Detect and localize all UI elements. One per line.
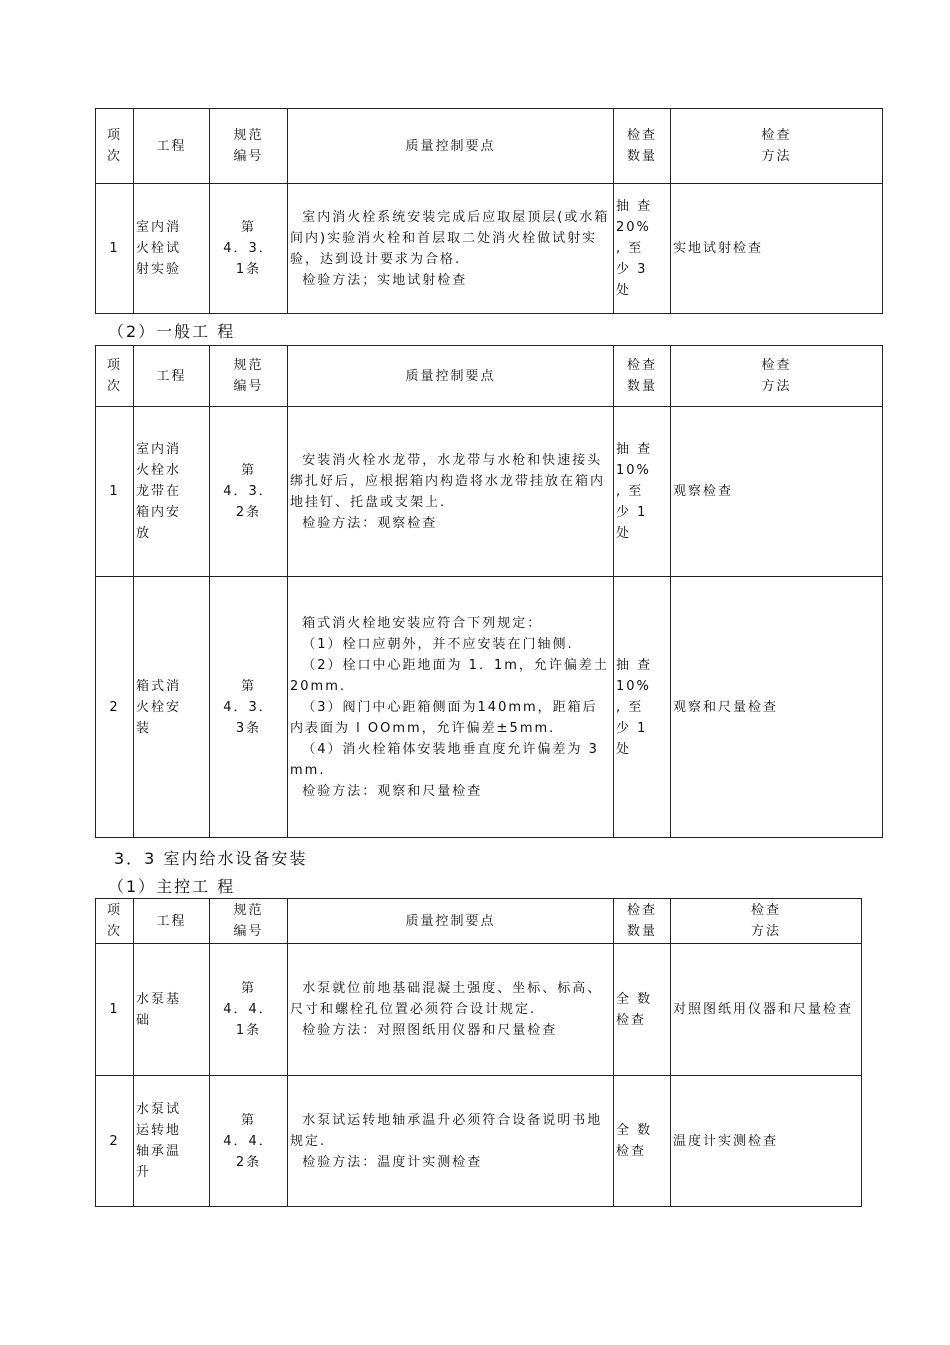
- cell-seq: 1: [96, 407, 134, 577]
- header-points: 质量控制要点: [288, 346, 614, 407]
- cell-quantity: 抽 查 10% , 至 少 1 处: [614, 577, 671, 838]
- header-seq: 项 次: [96, 346, 134, 407]
- cell-method: 观察和尺量检查: [671, 577, 883, 838]
- table-hose-and-cabinet: [95, 345, 883, 838]
- cell-quality-points: 安装消火栓水龙带，水龙带与水枪和快速接头绑扎好后，应根据箱内构造将水龙带挂放在箱内地挂钉、托盘或支架上. 检验方法：观察检查: [288, 407, 614, 577]
- cell-quality-points: 水泵试运转地轴承温升必须符合设备说明书地规定. 检验方法：温度计实测检查: [288, 1076, 614, 1207]
- table-row: [96, 407, 883, 577]
- table-header-row: [96, 346, 883, 407]
- table-row: [96, 577, 883, 838]
- heading-main-control: （1）主控工 程: [108, 877, 236, 896]
- cell-code: 第 4．3． 2条: [210, 407, 288, 577]
- header-method: 检查 方法: [671, 346, 883, 407]
- table-header-row: [96, 109, 883, 184]
- cell-code: 第 4．3． 3条: [210, 577, 288, 838]
- cell-project: 室内消 火栓水 龙带在 箱内安 放: [134, 407, 210, 577]
- table-fire-hydrant-test: [95, 108, 883, 314]
- cell-quality-points: 箱式消火栓地安装应符合下列规定： （1）栓口应朝外，并不应安装在门轴侧. （2）栓口中心距地面为 1．1m，允许偏差土 20mm. （3）阀门中心距箱侧面为140mm，距箱后内表面为 l OOmm，允许偏差±5mm. （4）消火栓箱体安装地垂直度允许偏差为 3mm. 检验方法：观察和尺量检查: [288, 577, 614, 838]
- table-row: [96, 944, 862, 1076]
- cell-code: 第 4．4． 1条: [210, 944, 288, 1076]
- cell-method: 对照图纸用仪器和尺量检查: [671, 944, 862, 1076]
- header-points: 质量控制要点: [288, 109, 614, 184]
- cell-method: 实地试射检查: [671, 184, 883, 314]
- header-quantity: 检查 数量: [614, 346, 671, 407]
- cell-quantity: 全 数 检查: [614, 1076, 671, 1207]
- header-project: 工程: [134, 899, 210, 944]
- cell-project: 水泵基 础: [134, 944, 210, 1076]
- header-quantity: 检查 数量: [614, 899, 671, 944]
- header-code: 规范 编号: [210, 899, 288, 944]
- header-method: 检查 方法: [671, 109, 883, 184]
- cell-seq: 1: [96, 184, 134, 314]
- cell-project: 水泵试 运转地 轴承温 升: [134, 1076, 210, 1207]
- cell-quantity: 抽 查 20% , 至 少 3 处: [614, 184, 671, 314]
- header-quantity: 检查 数量: [614, 109, 671, 184]
- heading-general-project: （2）一般工 程: [108, 322, 236, 341]
- header-points: 质量控制要点: [288, 899, 614, 944]
- header-method: 检查 方法: [671, 899, 862, 944]
- header-project: 工程: [134, 109, 210, 184]
- header-code: 规范 编号: [210, 109, 288, 184]
- cell-quantity: 抽 查 10% , 至 少 1 处: [614, 407, 671, 577]
- header-code: 规范 编号: [210, 346, 288, 407]
- cell-quality-points: 水泵就位前地基础混凝土强度、坐标、标高、尺寸和螺栓孔位置必须符合设计规定. 检验方法：对照图纸用仪器和尺量检查: [288, 944, 614, 1076]
- header-project: 工程: [134, 346, 210, 407]
- cell-seq: 2: [96, 577, 134, 838]
- cell-method: 温度计实测检查: [671, 1076, 862, 1207]
- cell-code: 第 4．4． 2条: [210, 1076, 288, 1207]
- cell-seq: 2: [96, 1076, 134, 1207]
- cell-method: 观察检查: [671, 407, 883, 577]
- header-seq: 项 次: [96, 899, 134, 944]
- header-seq: 项 次: [96, 109, 134, 184]
- cell-project: 室内消 火栓试 射实验: [134, 184, 210, 314]
- table-row: [96, 1076, 862, 1207]
- cell-seq: 1: [96, 944, 134, 1076]
- cell-quantity: 全 数 检查: [614, 944, 671, 1076]
- cell-quality-points: 室内消火栓系统安装完成后应取屋顶层(或水箱间内)实验消火栓和首层取二处消火栓做试射实验，达到设计要求为合格. 检验方法；实地试射检查: [288, 184, 614, 314]
- cell-project: 箱式消 火栓安 装: [134, 577, 210, 838]
- cell-code: 第 4．3． 1条: [210, 184, 288, 314]
- heading-section-water-equipment: 3．3 室内给水设备安装: [114, 849, 308, 868]
- table-water-pump: [95, 898, 862, 1207]
- table-header-row: [96, 899, 862, 944]
- table-row: [96, 184, 883, 314]
